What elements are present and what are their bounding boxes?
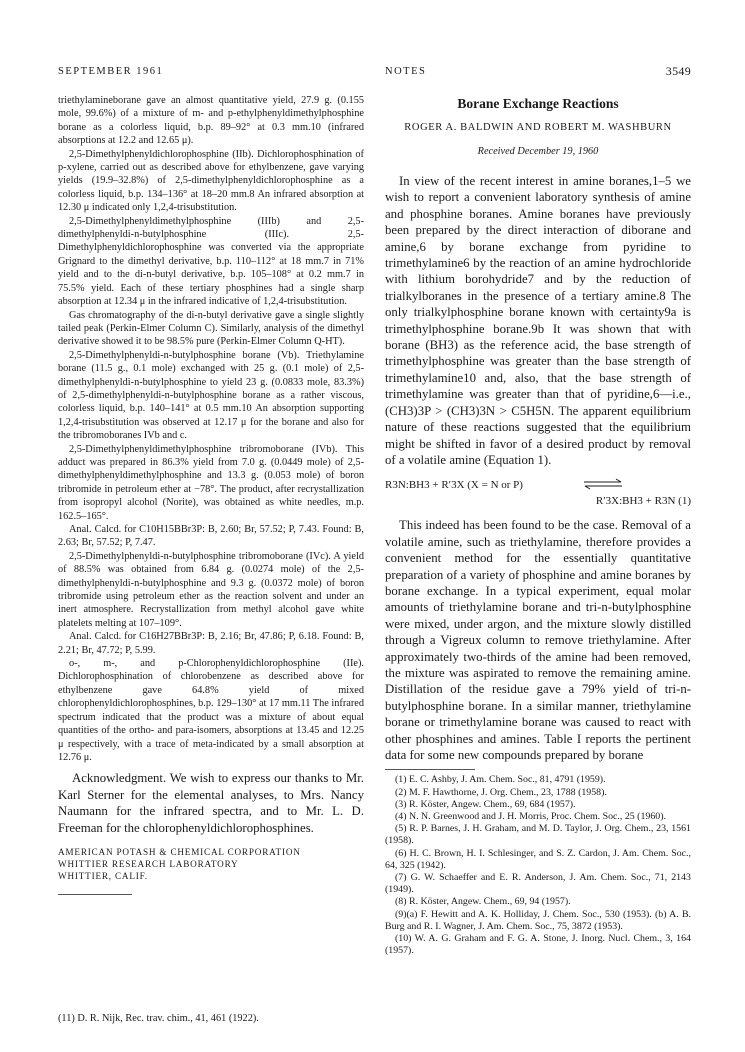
- left-paragraph: 2,5-Dimethylphenyldimethylphosphine tribromoborane (IVb). This adduct was prepared in 86.3% yield from 7.0 g. (0.0449 mole) of 2,5-dimethylphenyldimethylphosphine and 13.3 g. (0.053 mole) of boron tribromide in petroleum ether at −78°. The product, after recrystallization from isopropyl alcohol (Norite), was obtained as white needles, m.p. 162.5–165°.: [58, 443, 364, 522]
- left-paragraph: Anal. Calcd. for C10H15BBr3P: B, 2.60; Br, 57.52; P, 7.43. Found: B, 2.63; Br, 57.52; P, 7.47.: [58, 524, 364, 549]
- references-list: [385, 774, 691, 957]
- article-authors: ROGER A. BALDWIN AND ROBERT M. WASHBURN: [404, 122, 672, 133]
- running-header-section: NOTES: [385, 66, 427, 77]
- left-paragraph: triethylamineborane gave an almost quantitative yield, 27.9 g. (0.155 mole, 99.6%) of a mixture of m- and p-ethylphenyldimethylphosphine borane as a colorless liquid, b.p. 89–92° at 0.3 mm.10 (infrared absorptions at 12.2 and 12.65 μ).: [58, 95, 364, 147]
- equilibrium-arrows-icon: [583, 478, 623, 490]
- equation-products: R′3X:BH3 + R3N (1): [595, 495, 691, 508]
- right-paragraph: In view of the recent interest in amine boranes,1–5 we wish to report a convenient laboratory synthesis of amine and phosphine boranes. Amine boranes have previously been prepared by the direct interaction of diborane and amine,6 by borane exchange from pyridine to trimethylamine6 by the reaction of an amine hydrochloride with lithium borohydride7 and by the reduction of trialkylboranes in the presence of a tertiary amine.8 The only trialkylphosphine borane known with certainty9a is trimethylphosphine borane.9b It was shown that with borane (BH3) as the reference acid, the base strength of trimethylphosphine was greater than the base strength of trimethylamine10 and, also, that the base strength of trimethylamine was greater than that of pyridine,6—i.e., (CH3)3P > (CH3)3N > C5H5N. The apparent equilibrium nature of these reactions suggested that the equilibrium might be shifted in favor of a desired product by removal of a volatile amine (Equation 1).: [385, 174, 691, 467]
- affiliation-line: WHITTIER, CALIF.: [58, 870, 148, 881]
- left-paragraph: Anal. Calcd. for C16H27BBr3P: B, 2.16; Br, 47.86; P, 6.18. Found: B, 2.21; Br, 47.72; P, 5.99.: [58, 631, 364, 656]
- footnote-divider: [58, 894, 132, 895]
- reference-item: (5) R. P. Barnes, J. H. Graham, and M. D. Taylor, J. Org. Chem., 23, 1561 (1958).: [385, 823, 691, 847]
- reference-item: (4) N. N. Greenwood and J. H. Morris, Proc. Chem. Soc., 25 (1960).: [395, 811, 666, 823]
- left-column: [58, 94, 364, 895]
- right-paragraph: This indeed has been found to be the case. Removal of a volatile amine, such as triethylamine, therefore provides a convenient method for the essentially quantitative preparation of a variety of phosphine and amine boranes by borane exchange. In a typical experiment, equal molar amounts of triethylamine borane and tri-n-butylphosphine were mixed, under argon, and the mixture slowly distilled through a Vigreux column to remove triethylamine. After approximately two-thirds of the amine had been removed, the mixture was aspirated to remove the remaining amine. Distillation of the residue gave a 79% yield of tri-n-butylphosphine borane. In a similar manner, triethylamine borane or trimethylamine borane was caused to react with other phosphines and amines. Table I reports the pertinent data for some new compounds prepared by borane: [385, 518, 691, 762]
- acknowledgment: Acknowledgment. We wish to express our thanks to Mr. Karl Sterner for the elemental analyses, to Mrs. Nancy Naumann for the infrared spectra, and to Mr. L. D. Freeman for the chlorophenyldichlorophosphines.: [58, 771, 364, 835]
- affiliation-line: AMERICAN POTASH & CHEMICAL CORPORATION: [58, 846, 301, 857]
- left-footnote: (11) D. R. Nijk, Rec. trav. chim., 41, 461 (1922).: [58, 1013, 259, 1024]
- left-paragraph: 2,5-Dimethylphenyldichlorophosphine (IIb). Dichlorophosphination of p-xylene, carried out as described above for ethylbenzene, gave varying yields (19.9–32.8%) of 2,5-dimethylphenyldichlorophosphine as a colorless liquid, b.p. 134–136° at 18–20 mm.8 An infrared absorption at 12.30 μ indicated only 1,2,4-trisubstitution.: [58, 148, 364, 214]
- reference-item: (3) R. Köster, Angew. Chem., 69, 684 (1957).: [395, 798, 576, 810]
- left-paragraph: 2,5-Dimethylphenyldi-n-butylphosphine tribromoborane (IVc). A yield of 88.5% was obtained from 6.84 g. (0.0274 mole) of the 2,5-dimethylphenyldi-n-butylphosphine and 9.3 g. (0.0372 mole) of boron tribromide using petroleum ether as the reaction solvent and under an inert atmosphere. Recrystallization from methyl alcohol gave white platelets melting at 107–109°.: [58, 550, 364, 629]
- right-column: [385, 94, 691, 957]
- page-number: 3549: [665, 64, 691, 78]
- article-title: Borane Exchange Reactions: [457, 96, 619, 111]
- affiliation-line: WHITTIER RESEARCH LABORATORY: [58, 858, 239, 869]
- running-header-date: SEPTEMBER 1961: [58, 66, 164, 77]
- received-date: Received December 19, 1960: [477, 146, 599, 157]
- reference-item: (1) E. C. Ashby, J. Am. Chem. Soc., 81, 4791 (1959).: [395, 774, 606, 786]
- reference-item: (9)(a) F. Hewitt and A. K. Holliday, J. Chem. Soc., 530 (1953). (b) A. B. Burg and R. I. Wagner, J. Am. Chem. Soc., 75, 3872 (1953).: [385, 908, 691, 932]
- references-divider: [385, 769, 475, 770]
- equation-reactants: R3N:BH3 + R′3X (X = N or P): [385, 479, 523, 492]
- equation-1: [385, 478, 691, 508]
- reference-item: (8) R. Köster, Angew. Chem., 69, 94 (1957).: [395, 896, 571, 908]
- reference-item: (6) H. C. Brown, H. I. Schlesinger, and S. Z. Cardon, J. Am. Chem. Soc., 64, 325 (1942).: [385, 847, 691, 871]
- left-paragraph: 2,5-Dimethylphenyldi-n-butylphosphine borane (Vb). Triethylamine borane (11.5 g., 0.1 mole) exchanged with 25 g. (0.1 mole) of 2,5-dimethylphenyldi-n-butylphosphine to yield 23 g. (0.0833 mole, 83.3%) of 2,5-dimethylphenyldi-n-butylphosphine borane as a rather viscous, colorless liquid, b.p. 140–141° at 0.5 mm.10 An absorption supporting 1,2,4-trisubstitution was observed at 12.17 μ for the borane and also for the tribromoboranes IVb and c.: [58, 349, 364, 442]
- reference-item: (10) W. A. G. Graham and F. G. A. Stone, J. Inorg. Nucl. Chem., 3, 164 (1957).: [385, 933, 691, 957]
- affiliation: [58, 846, 364, 882]
- reference-item: (2) M. F. Hawthorne, J. Org. Chem., 23, 1788 (1958).: [395, 786, 607, 798]
- reference-item: (7) G. W. Schaeffer and E. R. Anderson, J. Am. Chem. Soc., 71, 2143 (1949).: [385, 872, 691, 896]
- left-paragraph: Gas chromatography of the di-n-butyl derivative gave a single slightly tailed peak (Perkin-Elmer Column C). Similarly, analysis of the dimethyl derivative showed it to be 98.5% pure (Perkin-Elmer Column Q-HT).: [58, 309, 364, 348]
- left-paragraph: 2,5-Dimethylphenyldimethylphosphine (IIIb) and 2,5-dimethylphenyldi-n-butylphosphine (IIIc). 2,5-Dimethylphenyldichlorophosphine was converted via the appropriate Grignard to the dimethyl derivative, b.p. 110–112° at 18 mm.7 in 71% yield and to the di-n-butyl derivative, b.p. 105–108° at 0.2 mm.7 in 75.5% yield. Each of these tertiary phosphines had a single sharp absorption at 12.34 μ in the infrared indicative of 1,2,4-trisubstitution.: [58, 215, 364, 308]
- left-paragraph: o-, m-, and p-Chlorophenyldichlorophosphine (IIe). Dichlorophosphination of chlorobenzene as described above for ethylbenzene gave 64.8% yield of mixed chlorophenyldichlorophosphines, b.p. 129–130° at 17 mm.11 The infrared spectrum indicated that the product was a mixture of about equal quantities of the ortho- and para-isomers, absorptions at 13.45 and 12.25 μ respectively, with a trace of meta-indicated by a small absorption at 12.76 μ.: [58, 658, 364, 763]
